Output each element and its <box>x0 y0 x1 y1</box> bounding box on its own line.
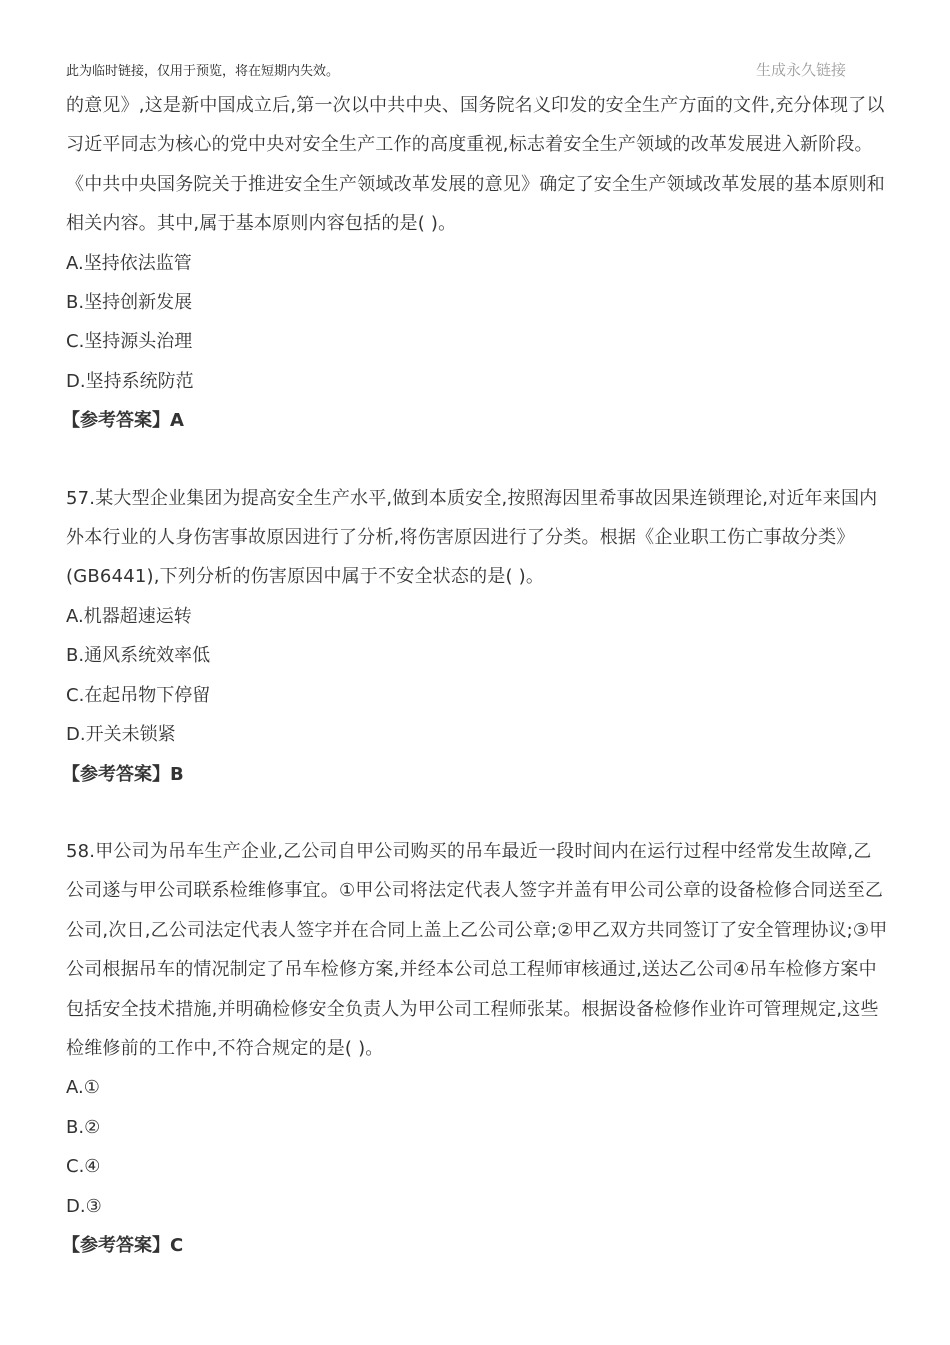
question-stem: 58.甲公司为吊车生产企业,乙公司自甲公司购买的吊车最近一段时间内在运行过程中经常发生故障,乙公司遂与甲公司联系检维修事宜。①甲公司将法定代表人签字并盖有甲公司公章的设备检修合同送至乙公司,次日,乙公司法定代表人签字并在合同上盖上乙公司公章;②甲乙双方共同签订了安全管理协议;③甲公司根据吊车的情况制定了吊车检修方案,并经本公司总工程师审核通过,送达乙公司④吊车检修方案中包括安全技术措施,并明确检修安全负责人为甲公司工程师张某。根据设备检修作业许可管理规定,这些检维修前的工作中,不符合规定的是( )。 <box>66 840 888 1059</box>
option-c: C.④ <box>66 1156 101 1178</box>
option-a: A.坚持依法监管 <box>66 252 192 274</box>
question-stem: 57.某大型企业集团为提高安全生产水平,做到本质安全,按照海因里希事故因果连锁理论,对近年来国内外本行业的人身伤害事故原因进行了分析,将伤害原因进行了分类。根据《企业职工伤亡事故分类》(GB6441),下列分析的伤害原因中属于不安全状态的是( )。 <box>66 487 878 588</box>
preview-banner <box>66 58 846 82</box>
option-a: A.① <box>66 1077 100 1099</box>
question-stem: 的意见》,这是新中国成立后,第一次以中共中央、国务院名义印发的安全生产方面的文件,充分体现了以习近平同志为核心的党中央对安全生产工作的高度重视,标志着安全生产领域的改革发展进入新阶段。《中共中央国务院关于推进安全生产领域改革发展的意见》确定了安全生产领域改革发展的基本原则和相关内容。其中,属于基本原则内容包括的是( )。 <box>66 95 885 235</box>
option-d: D.坚持系统防范 <box>66 370 194 392</box>
option-c: C.在起吊物下停留 <box>66 684 211 706</box>
option-a: A.机器超速运转 <box>66 605 192 627</box>
option-b: B.坚持创新发展 <box>66 292 193 314</box>
generate-permanent-link[interactable]: 生成永久链接 <box>755 61 846 79</box>
question-58 <box>62 832 888 1265</box>
temporary-link-notice: 此为临时链接，仅用于预览，将在短期内失效。 <box>66 64 340 79</box>
reference-answer: 【参考答案】A <box>62 410 184 432</box>
question-56 <box>62 86 888 441</box>
document-body <box>62 86 888 1265</box>
option-c: C.坚持源头治理 <box>66 331 193 353</box>
question-57 <box>62 479 888 794</box>
option-d: D.③ <box>66 1195 102 1217</box>
reference-answer: 【参考答案】C <box>62 1234 184 1256</box>
option-b: B.② <box>66 1116 101 1138</box>
option-d: D.开关未锁紧 <box>66 724 176 746</box>
option-b: B.通风系统效率低 <box>66 645 211 667</box>
reference-answer: 【参考答案】B <box>62 763 184 785</box>
